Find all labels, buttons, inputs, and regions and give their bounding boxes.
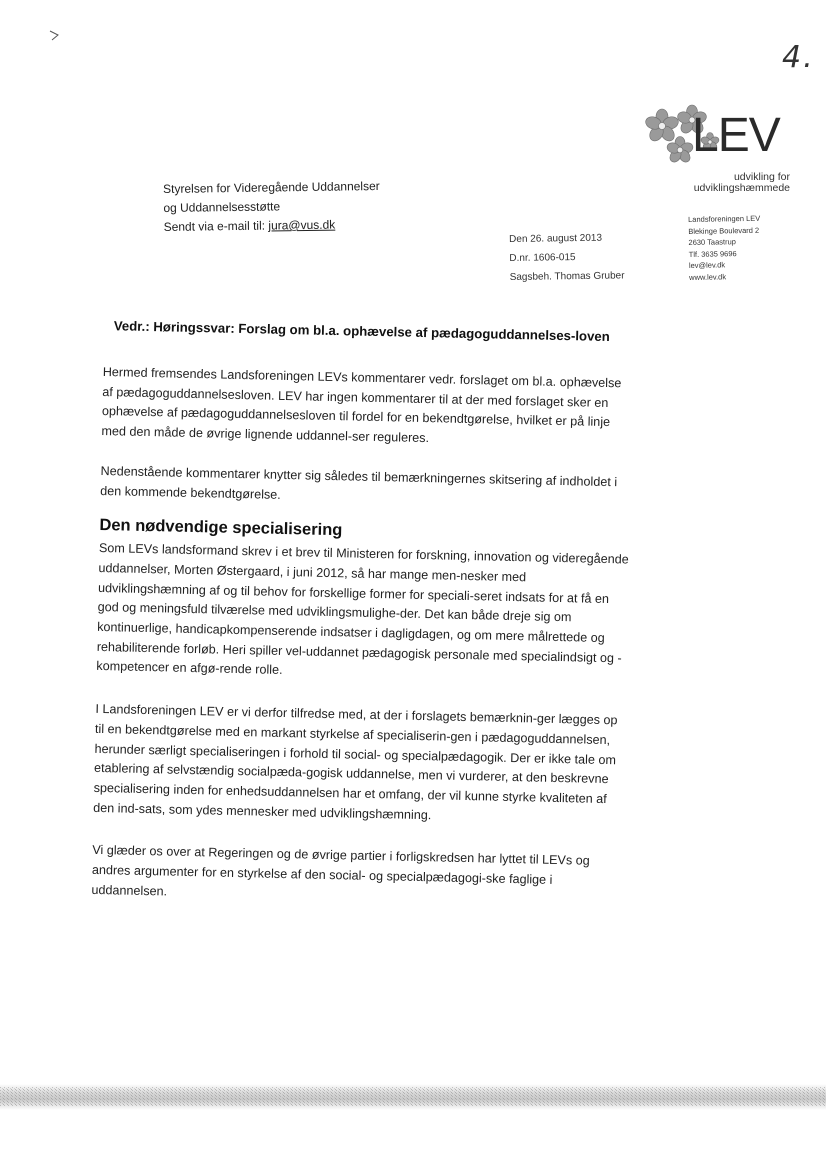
recipient-block xyxy=(163,176,484,237)
letter-meta xyxy=(509,228,660,287)
body-paragraph-4: I Landsforeningen LEV er vi derfor tilfredse med, at der i forslagets bemærknin-ger lægges op til en bekendtgørelse med en markant styrkelse af specialiserin-gen i pædagoguddannelsen, herunder særligt specialiseringen i forhold til social- og specialpædagogik. Der er ikke tale om etablering af selvstændig socialpæda-gogisk uddannelse, men vi vurderer, at den beskrevne specialisering inden for enhedsuddannelsen har et omfang, der vil kunne styrke kvaliteten af den ind-sats, som ydes mennesker med udviklingshæmning. xyxy=(93,702,618,822)
logo-tagline: udvikling for udviklingshæmmede xyxy=(693,171,790,194)
sender-line: Tlf. 3635 9696 xyxy=(688,248,737,259)
case-number: D.nr. 1606-015 xyxy=(509,252,576,264)
sender-address xyxy=(688,212,789,283)
sender-website[interactable]: www.lev.dk xyxy=(689,271,727,282)
sender-email[interactable]: lev@lev.dk xyxy=(688,260,726,270)
page-number: 4. xyxy=(782,40,815,75)
sender-line: Blekinge Boulevard 2 xyxy=(688,225,760,236)
body-paragraph-1: Hermed fremsendes Landsforeningen LEVs kommentarer vedr. forslaget om bl.a. ophævelse af pædagoguddannelsesloven. LEV har ingen kommentarer til at der med forslaget sker en ophævelse af pædagoguddannelsesloven til fordel for en bekendtgørelse, hvilket er på linje med den måde de øvrige lignende uddannel-ser reguleres. xyxy=(101,364,622,446)
body-paragraph-2: Nedenstående kommentarer knytter sig således til bemærkningernes skitsering af indholdet i den kommende bekendtgørelse. xyxy=(100,463,618,502)
recipient-line-1: Styrelsen for Videregående Uddannelser xyxy=(163,178,380,196)
body-paragraph-5: Vi glæder os over at Regeringen og de øvrige partier i forligskredsen har lyttet til LEVs og andres argumenter for en styrkelse af den social- og specialpædagogi-ske faglige i uddannelsen. xyxy=(91,843,590,899)
scan-noise-bar xyxy=(0,1078,826,1114)
sender-line: 2630 Taastrup xyxy=(688,237,736,247)
letter-body xyxy=(91,316,634,932)
letter-date: Den 26. august 2013 xyxy=(509,232,603,245)
recipient-email-link[interactable]: jura@vus.dk xyxy=(268,217,336,233)
case-officer: Sagsbeh. Thomas Gruber xyxy=(509,270,625,283)
logo-wordmark: LEV xyxy=(692,109,780,162)
lev-logo xyxy=(640,100,790,200)
section-heading: Den nødvendige specialisering xyxy=(99,516,343,540)
body-paragraph-3: Som LEVs landsformand skrev i et brev til Ministeren for forskning, innovation og videregående uddannelser, Morten Østergaard, i juni 2012, så har mange men-nesker med udviklingshæmning af og til behov for forskellige former for speciali-seret indsats for at få en god og meningsfuld tilværelse med udviklingsmulighe-der. Det kan både dreje sig om kontinuerlige, handicapkompenserende indsatser i dagligdagen, og om mere målrettede og rehabiliterende forløb. Heri spiller vel-uddannet pædagogisk personale med specialindsigt og -kompetencer en afgø-rende rolle. xyxy=(96,541,629,678)
sender-line: Landsforeningen LEV xyxy=(688,213,761,224)
send-via-line: Sendt via e-mail til: jura@vus.dk xyxy=(163,217,336,234)
scan-mark-icon xyxy=(48,28,64,42)
recipient-line-2: og Uddannelsesstøtte xyxy=(163,199,281,215)
subject-line: Vedr.: Høringssvar: Forslag om bl.a. ophævelse af pædagoguddannelses-loven xyxy=(113,318,610,345)
